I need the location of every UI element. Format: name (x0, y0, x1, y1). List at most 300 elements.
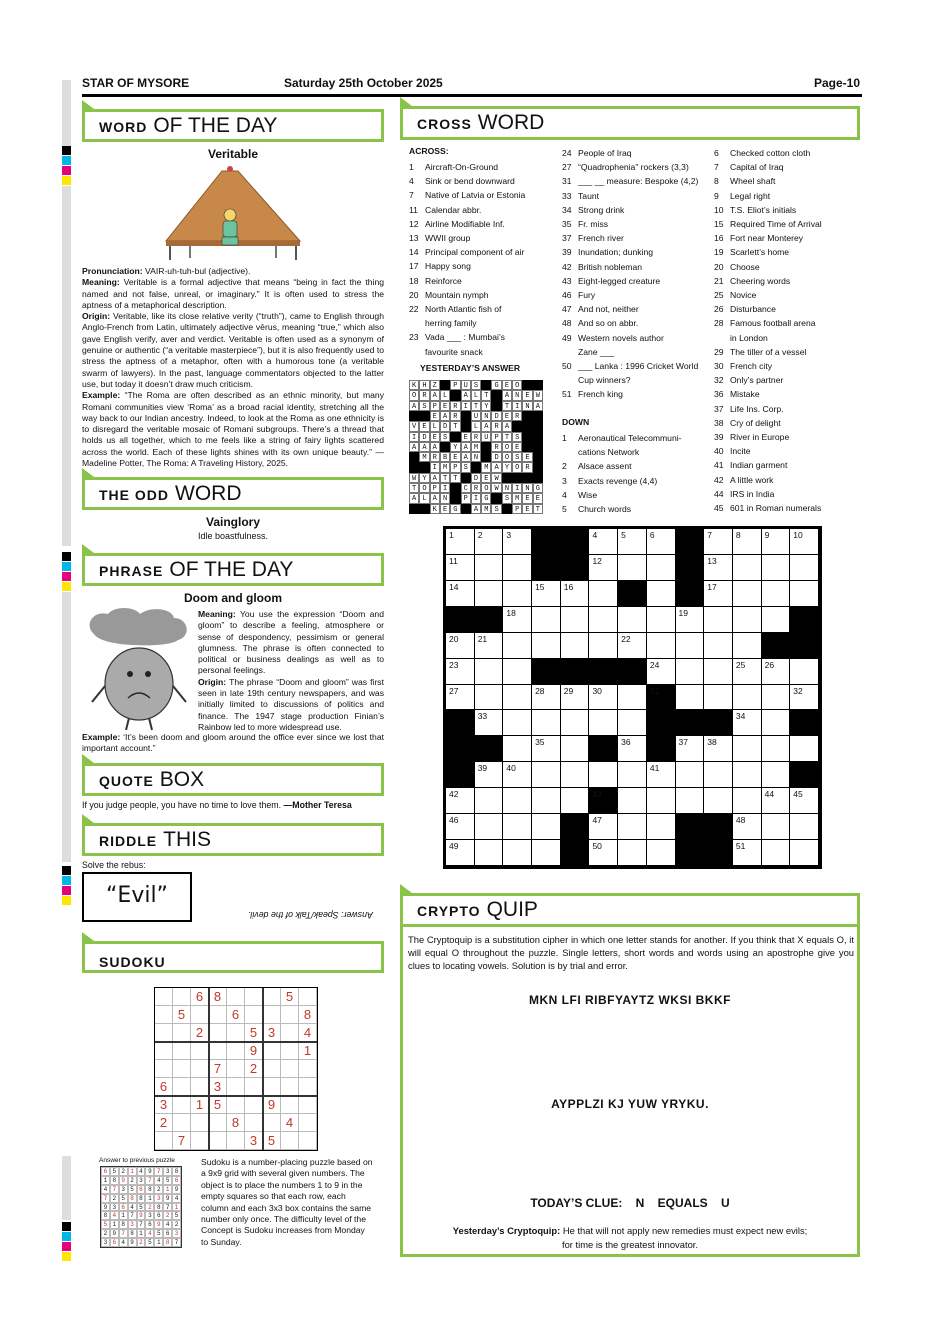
crossword-cell[interactable] (733, 788, 762, 814)
crossword-cell[interactable] (503, 814, 532, 840)
sudoku-cell[interactable] (191, 1042, 209, 1060)
crossword-cell[interactable] (762, 685, 791, 711)
clue-text: Eight-legged creature (578, 275, 661, 286)
clue-number: 27 (562, 162, 572, 173)
prev-sudoku-cell: 8 (119, 1220, 128, 1229)
crossword-cell[interactable] (503, 659, 532, 685)
yesterday-cell (491, 390, 501, 400)
crossword-cell[interactable] (762, 607, 791, 633)
sudoku-cell[interactable] (155, 1132, 173, 1150)
sudoku-cell[interactable] (227, 1042, 245, 1060)
cell-number: 6 (649, 530, 655, 540)
prev-sudoku-cell: 7 (137, 1220, 146, 1229)
sudoku-cell[interactable] (281, 1096, 299, 1114)
crossword-cell[interactable] (618, 633, 647, 659)
crossword-cell[interactable] (475, 762, 504, 788)
yesterday-cell: M (419, 452, 429, 462)
crossword-cell[interactable] (733, 607, 762, 633)
crossword-cell[interactable] (446, 814, 475, 840)
crossword-cell[interactable] (704, 736, 733, 762)
clue-number: 47 (562, 304, 572, 315)
sudoku-cell[interactable] (299, 1096, 317, 1114)
prev-sudoku-cell: 5 (172, 1211, 181, 1220)
crossword-cell[interactable] (762, 555, 791, 581)
sudoku-cell[interactable] (227, 1024, 245, 1042)
word-of-day-word: Veritable (207, 147, 259, 161)
yesterday-cell: A (461, 452, 471, 462)
crossword-block (676, 814, 705, 840)
crossword-cell[interactable] (561, 736, 590, 762)
sudoku-cell[interactable] (173, 1096, 191, 1114)
sudoku-cell[interactable]: 1 (299, 1042, 317, 1060)
yesterday-cell: I (512, 483, 522, 493)
sudoku-cell[interactable] (245, 1006, 263, 1024)
cell-number: 31 (649, 685, 660, 696)
crossword-cell[interactable] (561, 685, 590, 711)
crossword-cell[interactable] (733, 633, 762, 659)
sudoku-cell[interactable] (263, 1006, 281, 1024)
crossword-cell[interactable] (704, 555, 733, 581)
clue-item (714, 345, 806, 359)
crossword-cell[interactable] (475, 788, 504, 814)
sudoku-cell[interactable]: 7 (209, 1060, 227, 1078)
sudoku-cell[interactable]: 5 (245, 1024, 263, 1042)
sudoku-cell[interactable]: 9 (245, 1042, 263, 1060)
prev-sudoku-cell: 6 (172, 1176, 181, 1185)
sudoku-cell[interactable]: 5 (281, 988, 299, 1006)
sudoku-cell[interactable] (299, 1114, 317, 1132)
sudoku-cell[interactable]: 3 (155, 1096, 173, 1114)
crossword-cell[interactable] (762, 762, 791, 788)
sudoku-cell[interactable] (245, 1078, 263, 1096)
prev-sudoku-cell: 6 (163, 1229, 172, 1238)
crossword-cell[interactable] (733, 814, 762, 840)
crossword-cell[interactable] (704, 659, 733, 685)
crossword-cell[interactable] (704, 529, 733, 555)
gloomy-character-illustration (84, 606, 194, 734)
yesterday-cell: P (430, 483, 440, 493)
crossword-cell[interactable] (589, 710, 618, 736)
crossword-cell[interactable] (532, 581, 561, 607)
crossword-cell[interactable] (647, 529, 676, 555)
crossword-cell[interactable] (446, 633, 475, 659)
crossword-cell[interactable] (790, 581, 819, 607)
sudoku-cell[interactable] (263, 1060, 281, 1078)
crossword-cell[interactable] (733, 581, 762, 607)
prev-sudoku-cell: 3 (145, 1211, 154, 1220)
sudoku-cell[interactable] (209, 1024, 227, 1042)
crossword-cell[interactable] (676, 659, 705, 685)
sudoku-cell[interactable]: 8 (299, 1006, 317, 1024)
yesterday-cell: U (481, 432, 491, 442)
crossword-cell[interactable] (446, 581, 475, 607)
crossword-cell[interactable] (704, 633, 733, 659)
sudoku-cell[interactable] (227, 1096, 245, 1114)
sudoku-cell[interactable] (281, 1024, 299, 1042)
yesterday-cell: U (461, 380, 471, 390)
crossword-cell[interactable] (790, 814, 819, 840)
sudoku-cell[interactable] (173, 1078, 191, 1096)
crossword-cell[interactable] (589, 814, 618, 840)
sudoku-cell[interactable] (263, 1078, 281, 1096)
prev-sudoku-cell: 3 (128, 1220, 137, 1229)
crossword-cell[interactable] (762, 736, 791, 762)
sudoku-cell[interactable]: 4 (299, 1024, 317, 1042)
crossword-cell[interactable] (618, 788, 647, 814)
crossword-cell[interactable] (762, 814, 791, 840)
clue-item (562, 231, 624, 245)
crossword-cell[interactable] (733, 710, 762, 736)
crossword-cell[interactable] (475, 555, 504, 581)
clue-item (562, 373, 631, 387)
sudoku-cell[interactable] (227, 1060, 245, 1078)
crossword-cell[interactable] (446, 529, 475, 555)
crossword-cell[interactable] (790, 555, 819, 581)
sudoku-cell[interactable]: 5 (263, 1132, 281, 1150)
yesterday-cell (409, 504, 419, 514)
crossword-cell[interactable] (618, 685, 647, 711)
sudoku-grid (154, 987, 318, 1151)
yesterday-cell: K (409, 380, 419, 390)
clue-number: 15 (714, 219, 724, 229)
sudoku-cell[interactable] (299, 1078, 317, 1096)
crossword-cell[interactable] (589, 581, 618, 607)
crossword-cell[interactable] (704, 581, 733, 607)
yesterday-cell: A (430, 442, 440, 452)
crossword-cell[interactable] (532, 840, 561, 866)
crossword-cell[interactable] (503, 788, 532, 814)
crossword-cell[interactable] (790, 840, 819, 866)
prev-sudoku-cell: 8 (154, 1203, 163, 1212)
crossword-cell[interactable] (561, 607, 590, 633)
yesterday-cell: R (450, 411, 460, 421)
crossword-cell[interactable] (589, 633, 618, 659)
phrase-body: Meaning: You use the expression “Doom and gloom” to describe a feeling, atmosphere or sense of despondency, pessimism or general glumness. The phrase is often connected to political or business dealings as well as to personal feelings. Origin: The phrase “Doom and gloom” was first seen in late 19th century newspapers, and was initially limited to discussions of politics and finance. The 1947 stage production Finian’s Rainbow led to more widespread use. (198, 609, 384, 732)
clue-number: 32 (714, 375, 724, 386)
cryptoquip-line2: AYPPLZI KJ YUW YRYKU. (551, 1097, 709, 1111)
crossword-cell[interactable] (503, 840, 532, 866)
crossword-cell[interactable] (676, 633, 705, 659)
clue-number: 28 (714, 318, 724, 329)
sudoku-cell[interactable] (173, 1060, 191, 1078)
crossword-cell[interactable] (475, 659, 504, 685)
prev-sudoku-cell: 8 (137, 1194, 146, 1203)
yesterday-cell: D (419, 432, 429, 442)
crossword-block (704, 710, 733, 736)
sudoku-cell[interactable] (209, 1006, 227, 1024)
crossword-cell[interactable] (532, 762, 561, 788)
sudoku-cell[interactable] (281, 1078, 299, 1096)
crossword-cell[interactable] (790, 685, 819, 711)
sudoku-cell[interactable] (155, 1042, 173, 1060)
crossword-cell[interactable] (618, 710, 647, 736)
crossword-cell[interactable] (618, 840, 647, 866)
sudoku-cell[interactable] (281, 1132, 299, 1150)
crossword-cell[interactable] (446, 685, 475, 711)
crossword-cell[interactable] (503, 555, 532, 581)
crossword-cell[interactable] (503, 607, 532, 633)
crossword-cell[interactable] (475, 814, 504, 840)
clue-text: Zane ___ (578, 346, 615, 357)
crossword-cell[interactable] (790, 529, 819, 555)
sudoku-cell[interactable] (173, 1024, 191, 1042)
crossword-cell[interactable] (503, 685, 532, 711)
clue-item (562, 316, 638, 330)
crossword-cell[interactable] (503, 710, 532, 736)
crossword-cell[interactable] (676, 788, 705, 814)
crossword-cell[interactable] (446, 788, 475, 814)
yesterday-cell: L (471, 421, 481, 431)
prev-sudoku-cell: 1 (137, 1229, 146, 1238)
clue-item (562, 359, 698, 373)
clue-item (714, 274, 790, 288)
crossword-cell[interactable] (647, 581, 676, 607)
crossword-cell[interactable] (676, 736, 705, 762)
crossword-cell[interactable] (589, 840, 618, 866)
yesterday-cell: E (522, 493, 532, 503)
sudoku-cell[interactable] (227, 1078, 245, 1096)
yesterday-cell: R (522, 462, 532, 472)
crossword-cell[interactable] (618, 736, 647, 762)
clue-number: 38 (714, 417, 724, 428)
sudoku-cell[interactable]: 6 (155, 1078, 173, 1096)
sudoku-cell[interactable]: 3 (245, 1132, 263, 1150)
sudoku-cell[interactable] (191, 1132, 209, 1150)
prev-sudoku-cell: 5 (154, 1229, 163, 1238)
cell-number: 24 (649, 659, 660, 670)
sudoku-cell[interactable] (245, 988, 263, 1006)
sudoku-cell[interactable] (299, 1132, 317, 1150)
crossword-cell[interactable] (647, 633, 676, 659)
crossword-cell[interactable] (676, 685, 705, 711)
crossword-cell[interactable] (503, 633, 532, 659)
crossword-cell[interactable] (733, 529, 762, 555)
sudoku-cell[interactable] (191, 1060, 209, 1078)
sudoku-cell[interactable]: 5 (173, 1006, 191, 1024)
sudoku-cell[interactable] (263, 988, 281, 1006)
yesterday-cell: R (471, 483, 481, 493)
crossword-cell[interactable] (446, 555, 475, 581)
crossword-cell[interactable] (475, 581, 504, 607)
crossword-cell[interactable] (475, 633, 504, 659)
crossword-cell[interactable] (618, 814, 647, 840)
sudoku-cell[interactable]: 8 (209, 988, 227, 1006)
crossword-cell[interactable] (475, 710, 504, 736)
crossword-cell[interactable] (532, 633, 561, 659)
sudoku-cell[interactable] (227, 988, 245, 1006)
crossword-cell[interactable] (503, 762, 532, 788)
crossword-cell[interactable] (618, 607, 647, 633)
crossword-cell[interactable] (790, 736, 819, 762)
sudoku-cell[interactable] (155, 1060, 173, 1078)
sudoku-cell[interactable]: 7 (173, 1132, 191, 1150)
crossword-cell[interactable] (532, 814, 561, 840)
crossword-cell[interactable] (475, 685, 504, 711)
header-rule (82, 94, 862, 97)
sudoku-cell[interactable]: 2 (245, 1060, 263, 1078)
yesterday-cell: E (461, 432, 471, 442)
sudoku-cell[interactable]: 8 (227, 1114, 245, 1132)
sudoku-cell[interactable] (155, 1006, 173, 1024)
crossword-cell[interactable] (532, 788, 561, 814)
sudoku-cell[interactable] (281, 1060, 299, 1078)
sudoku-cell[interactable]: 5 (209, 1096, 227, 1114)
crossword-cell[interactable] (647, 788, 676, 814)
crossword-cell[interactable] (561, 788, 590, 814)
crossword-block (561, 814, 590, 840)
sudoku-cell[interactable]: 2 (191, 1024, 209, 1042)
crossword-cell[interactable] (733, 762, 762, 788)
crossword-cell[interactable] (733, 736, 762, 762)
crossword-cell[interactable] (762, 710, 791, 736)
sudoku-cell[interactable] (191, 1114, 209, 1132)
crossword-cell[interactable] (733, 555, 762, 581)
yesterday-cell: M (481, 462, 491, 472)
crossword-cell[interactable] (532, 736, 561, 762)
sudoku-cell[interactable]: 6 (227, 1006, 245, 1024)
sudoku-cell[interactable] (245, 1096, 263, 1114)
crossword-cell[interactable] (790, 659, 819, 685)
yesterday-cell: O (409, 390, 419, 400)
crossword-cell[interactable] (647, 762, 676, 788)
crossword-cell[interactable] (647, 659, 676, 685)
crossword-cell[interactable] (704, 607, 733, 633)
clue-text: Principal component of air (425, 247, 525, 258)
sudoku-cell[interactable] (191, 1006, 209, 1024)
clue-item (409, 330, 505, 344)
sudoku-cell[interactable] (173, 1114, 191, 1132)
clue-text: Fury (578, 290, 596, 300)
crossword-cell[interactable] (589, 607, 618, 633)
crossword-cell[interactable] (532, 710, 561, 736)
yesterday-cell (533, 411, 543, 421)
crossword-block (589, 788, 618, 814)
sudoku-cell[interactable]: 3 (263, 1024, 281, 1042)
cell-number: 37 (678, 737, 688, 748)
crossword-cell[interactable] (589, 529, 618, 555)
crossword-cell[interactable] (618, 529, 647, 555)
sudoku-cell[interactable] (263, 1042, 281, 1060)
sudoku-cell[interactable]: 4 (281, 1114, 299, 1132)
crossword-cell[interactable] (762, 840, 791, 866)
crossword-cell[interactable] (733, 659, 762, 685)
cryptoquip-line1: MKN LFI RIBFYAYTZ WKSI BKKF (529, 993, 731, 1007)
crossword-cell[interactable] (647, 555, 676, 581)
sudoku-cell[interactable] (173, 988, 191, 1006)
crossword-cell[interactable] (704, 762, 733, 788)
yesterday-cell (409, 411, 419, 421)
crossword-cell[interactable] (561, 710, 590, 736)
yesterday-cell (522, 432, 532, 442)
sudoku-cell[interactable]: 2 (155, 1114, 173, 1132)
sudoku-cell[interactable] (155, 988, 173, 1006)
sudoku-cell[interactable] (227, 1132, 245, 1150)
crossword-cell[interactable] (647, 814, 676, 840)
crossword-block (561, 840, 590, 866)
clue-item (562, 445, 639, 459)
yesterday-cell: O (502, 452, 512, 462)
crossword-cell[interactable] (561, 762, 590, 788)
crossword-cell[interactable] (704, 685, 733, 711)
clue-item (409, 274, 462, 288)
yesterday-cell: C (461, 483, 471, 493)
crossword-cell[interactable] (503, 529, 532, 555)
yesterday-cell: M (471, 442, 481, 452)
clue-number: 12 (409, 218, 419, 229)
crossword-cell[interactable] (762, 788, 791, 814)
crossword-cell[interactable] (532, 607, 561, 633)
yesterday-cell (450, 483, 460, 493)
crossword-cell[interactable] (475, 529, 504, 555)
quote-banner: QUOTE BOX (82, 763, 384, 796)
sudoku-cell[interactable]: 1 (191, 1096, 209, 1114)
crossword-cell[interactable] (762, 529, 791, 555)
sudoku-cell[interactable] (173, 1042, 191, 1060)
sudoku-cell[interactable] (209, 1042, 227, 1060)
crossword-cell[interactable] (647, 840, 676, 866)
prev-sudoku-cell: 1 (119, 1211, 128, 1220)
crossword-cell[interactable] (647, 607, 676, 633)
sudoku-cell[interactable]: 3 (209, 1078, 227, 1096)
cell-number: 23 (449, 659, 459, 670)
sudoku-cell[interactable] (263, 1114, 281, 1132)
sudoku-cell[interactable]: 6 (191, 988, 209, 1006)
sudoku-cell[interactable]: 9 (263, 1096, 281, 1114)
crossword-cell[interactable] (762, 659, 791, 685)
crossword-cell[interactable] (790, 788, 819, 814)
sudoku-cell[interactable] (191, 1078, 209, 1096)
clue-text: Happy song (425, 261, 471, 272)
crossword-cell[interactable] (762, 581, 791, 607)
sudoku-cell[interactable] (281, 1042, 299, 1060)
sudoku-cell[interactable] (155, 1024, 173, 1042)
crossword-cell[interactable] (503, 736, 532, 762)
crossword-cell[interactable] (704, 788, 733, 814)
crossword-cell[interactable] (475, 840, 504, 866)
prev-sudoku-cell: 4 (163, 1220, 172, 1229)
crossword-cell[interactable] (446, 659, 475, 685)
crossword-cell[interactable] (589, 555, 618, 581)
crossword-cell[interactable] (589, 685, 618, 711)
sudoku-cell[interactable] (299, 988, 317, 1006)
sudoku-cell[interactable] (245, 1114, 263, 1132)
cell-number: 39 (477, 763, 488, 774)
crossword-cell[interactable] (618, 555, 647, 581)
sudoku-cell[interactable] (281, 1006, 299, 1024)
sudoku-cell[interactable] (209, 1114, 227, 1132)
crossword-cell[interactable] (503, 581, 532, 607)
clue-item (714, 359, 772, 373)
sudoku-cell[interactable] (299, 1060, 317, 1078)
crossword-cell[interactable] (733, 840, 762, 866)
crossword-cell[interactable] (676, 762, 705, 788)
crossword-block (561, 555, 590, 581)
crossword-cell[interactable] (446, 840, 475, 866)
clue-item (714, 501, 821, 515)
crossword-cell[interactable] (589, 762, 618, 788)
yesterday-cell: A (409, 442, 419, 452)
crossword-cell[interactable] (561, 581, 590, 607)
crossword-cell[interactable] (561, 633, 590, 659)
yesterday-cell (533, 462, 543, 472)
crossword-cell[interactable] (618, 762, 647, 788)
crossword-cell[interactable] (733, 685, 762, 711)
crossword-cell[interactable] (676, 607, 705, 633)
prev-sudoku-cell: 9 (145, 1167, 154, 1176)
crossword-cell[interactable] (532, 685, 561, 711)
crossword-grid[interactable] (443, 526, 822, 869)
sudoku-cell[interactable] (209, 1132, 227, 1150)
